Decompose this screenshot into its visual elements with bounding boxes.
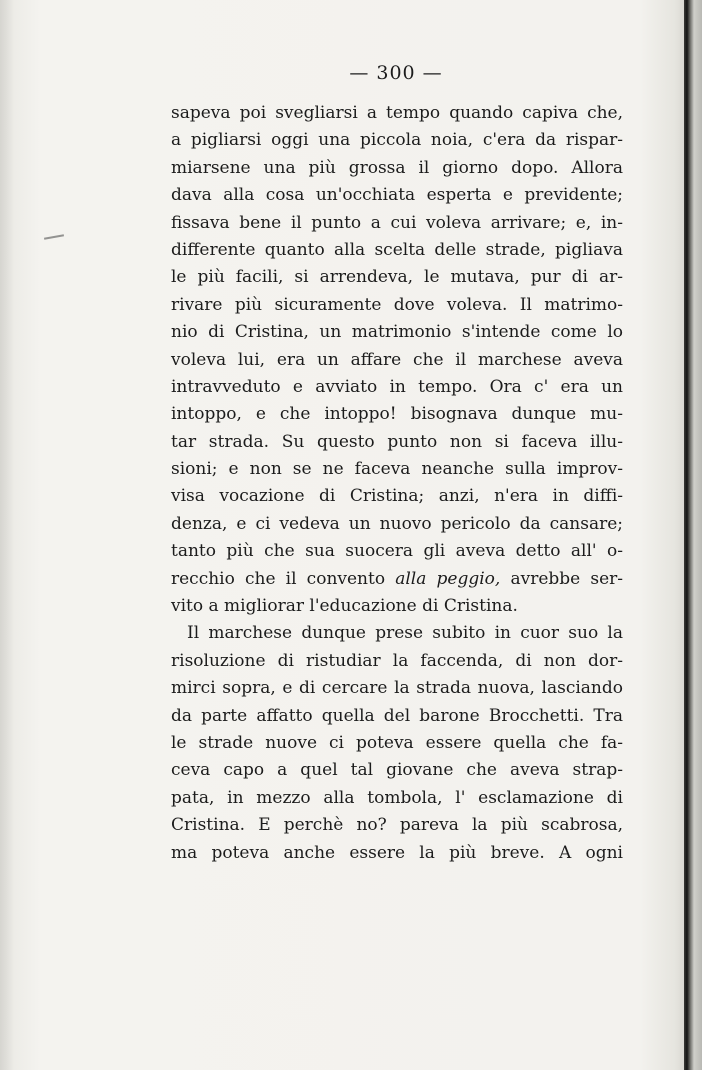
- stray-pen-mark: [44, 234, 64, 239]
- text-line: intravveduto e avviato in tempo. Ora c' era un: [171, 376, 623, 397]
- text-line: risoluzione di ristudiar la faccenda, di non dor-: [171, 650, 623, 671]
- text-line: fissava bene il punto a cui voleva arrivare; e, in-: [171, 212, 623, 233]
- text-line: sioni; e non se ne faceva neanche sulla improv-: [171, 459, 623, 480]
- text-line: differente quanto alla scelta delle strade, pigliava: [171, 239, 623, 260]
- text-line: rivare più sicuramente dove voleva. Il matrimo-: [171, 294, 623, 315]
- text-line: dava alla cosa un'occhiata esperta e previdente;: [171, 185, 623, 206]
- text-line: tanto più che sua suocera gli aveva detto all' o-: [171, 541, 623, 562]
- book-binding-edge: [684, 0, 702, 1070]
- paragraph-start-line: Il marchese dunque prese subito in cuor suo la: [187, 623, 623, 644]
- text-segment: recchio che il convento: [171, 568, 386, 589]
- text-line: denza, e ci vedeva un nuovo pericolo da cansare;: [171, 513, 623, 534]
- body-text: [171, 100, 623, 867]
- text-line: mirci sopra, e di cercare la strada nuova, lasciando: [171, 678, 623, 699]
- page-left-edge: [0, 0, 14, 1070]
- text-line: da parte affatto quella del barone Brocchetti. Tra: [171, 705, 623, 726]
- text-line: sapeva poi svegliarsi a tempo quando capiva che,: [171, 103, 623, 123]
- text-line: visa vocazione di Cristina; anzi, n'era in diffi-: [171, 486, 623, 507]
- text-line: pata, in mezzo alla tombola, l' esclamazione di: [171, 787, 623, 808]
- text-segment: avrebbe ser-: [510, 568, 624, 589]
- text-line: intoppo, e che intoppo! bisognava dunque mu-: [171, 404, 623, 425]
- italic-phrase: alla peggio,: [395, 568, 501, 589]
- text-line: ceva capo a quel tal giovane che aveva strap-: [171, 760, 623, 781]
- text-line: voleva lui, era un affare che il marchese aveva: [171, 349, 623, 370]
- text-line: a pigliarsi oggi una piccola noia, c'era da rispar-: [171, 130, 623, 151]
- paragraph-end-line: vito a migliorar l'educazione di Cristina.: [171, 596, 518, 617]
- text-line: nio di Cristina, un matrimonio s'intende come lo: [171, 322, 623, 343]
- text-line-with-italic: [171, 566, 623, 593]
- text-line: tar strada. Su questo punto non si faceva illu-: [171, 431, 623, 452]
- text-line: ma poteva anche essere la più breve. A ogni: [171, 842, 623, 863]
- text-line: Cristina. E perchè no? pareva la più scabrosa,: [171, 815, 623, 836]
- text-line: le più facili, si arrendeva, le mutava, pur di ar-: [171, 267, 623, 288]
- page-number: — 300 —: [349, 62, 443, 84]
- text-line: le strade nuove ci poteva essere quella che fa-: [171, 732, 623, 753]
- text-line: miarsene una più grossa il giorno dopo. Allora: [171, 157, 623, 178]
